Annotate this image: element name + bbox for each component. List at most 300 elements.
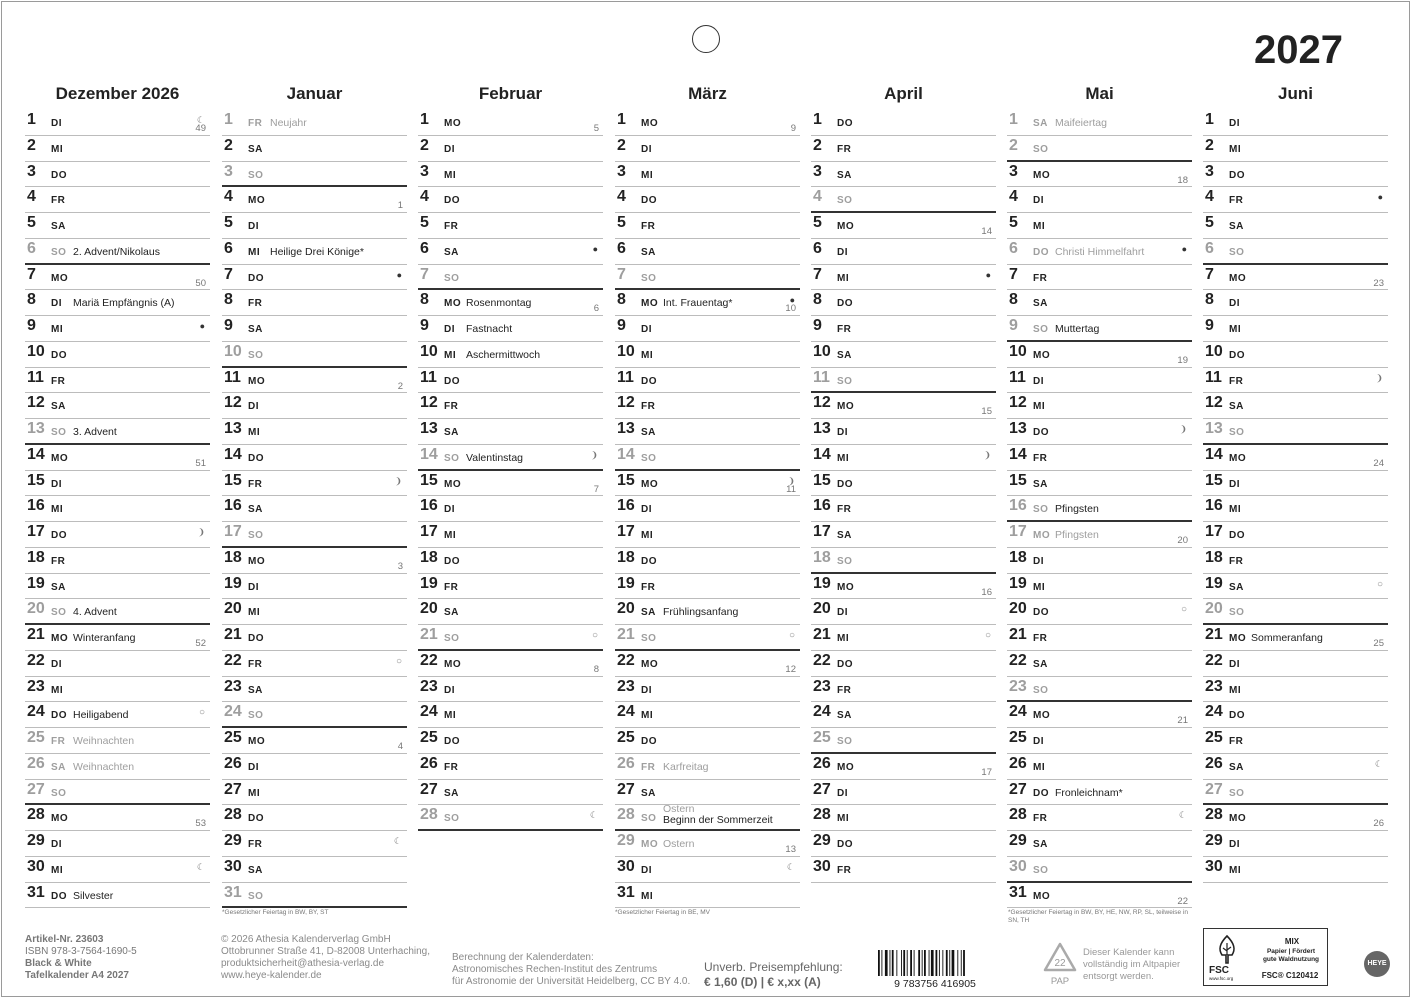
weekday: SA (1229, 401, 1244, 413)
day-row (25, 702, 210, 728)
day-number: 15 (1205, 471, 1223, 489)
day-number: 10 (617, 342, 635, 360)
day-number: 16 (224, 497, 242, 515)
weekday: MI (51, 324, 64, 335)
day-row (1007, 110, 1192, 136)
weekday: DO (837, 839, 853, 850)
day-row (25, 754, 210, 780)
weekday: SA (641, 607, 656, 619)
day-row (1007, 754, 1192, 780)
day-number: 1 (1009, 111, 1018, 128)
day-number: 8 (1205, 291, 1214, 309)
day-number: 6 (1009, 239, 1018, 257)
day-row (1007, 651, 1192, 677)
day-number: 5 (813, 214, 822, 231)
day-row (1203, 754, 1388, 780)
day-row (1203, 471, 1388, 497)
fsc-code: FSC® C120412 (1261, 971, 1319, 980)
day-row (418, 187, 603, 213)
recycle-text-line: entsorgt werden. (1083, 971, 1154, 982)
weekday: DO (51, 890, 67, 902)
day-number: 15 (813, 471, 831, 489)
weekday: SA (1229, 761, 1244, 773)
weekday: MO (51, 272, 69, 284)
day-number: 12 (420, 394, 438, 412)
day-row (25, 213, 210, 239)
fsc-line2: gute Waldnutzung (1262, 956, 1320, 963)
day-row (25, 316, 210, 342)
fsc-mix: MIX (1284, 937, 1300, 946)
weekday: DI (1229, 478, 1240, 490)
holiday-label (466, 297, 531, 309)
day-row (418, 290, 603, 316)
day-row (222, 239, 407, 265)
weekday: SO (1229, 246, 1245, 258)
day-number: 1 (27, 111, 36, 128)
weekday: FR (51, 736, 66, 747)
day-row (1007, 316, 1192, 342)
moon-full-icon: ○ (591, 630, 598, 641)
day-number: 25 (813, 729, 831, 746)
day-row (615, 162, 800, 188)
moon-last-icon: ☾ (589, 810, 598, 821)
weekday: SO (444, 813, 460, 825)
day-row (1007, 471, 1192, 497)
weekday: FR (248, 658, 263, 670)
day-number: 15 (224, 471, 242, 489)
day-number: 9 (1205, 317, 1214, 334)
weekday: FR (1033, 272, 1048, 284)
holiday-text: Weihnachten (73, 735, 135, 747)
day-row (615, 805, 800, 831)
weekday: SA (444, 787, 459, 799)
week-number: 19 (1177, 354, 1188, 366)
weekday: SO (248, 169, 264, 181)
weekday: FR (641, 581, 656, 593)
day-row (222, 548, 407, 574)
day-number: 15 (420, 471, 438, 489)
weekday: SO (1033, 684, 1049, 696)
day-row (811, 599, 996, 625)
weekday: SA (1033, 478, 1048, 490)
moon-last-icon: ☾ (1374, 758, 1383, 769)
day-number: 1 (224, 111, 233, 128)
weekday: SA (1033, 298, 1048, 310)
weekday: SA (837, 710, 852, 722)
day-row (222, 754, 407, 780)
weekday: DO (51, 710, 67, 722)
day-row (25, 368, 210, 394)
day-row (1203, 728, 1388, 754)
day-row (222, 883, 407, 909)
day-number: 2 (420, 136, 429, 154)
day-row (222, 780, 407, 806)
weekday: DO (444, 195, 460, 207)
day-number: 23 (224, 677, 242, 695)
day-number: 11 (1009, 368, 1026, 386)
week-number: 14 (981, 226, 992, 237)
weekday: MI (837, 452, 850, 464)
day-number: 21 (1009, 626, 1027, 643)
day-row (1007, 728, 1192, 754)
moon-full-icon: ○ (984, 630, 991, 641)
day-row (1007, 342, 1192, 368)
day-number: 20 (27, 600, 45, 618)
holiday-label (466, 349, 540, 361)
weekday: SO (641, 633, 657, 644)
weekday: DO (248, 633, 264, 644)
day-row (25, 110, 210, 136)
weekday: MI (248, 607, 261, 619)
day-row (222, 213, 407, 239)
day-number: 19 (617, 574, 635, 592)
recycle-icon (1041, 940, 1079, 988)
weekday: FR (248, 478, 263, 490)
day-number: 21 (813, 626, 831, 643)
day-number: 12 (27, 394, 45, 412)
weekday: FR (248, 839, 263, 850)
weekday: FR (444, 401, 459, 413)
day-number: 13 (224, 420, 242, 437)
day-row (222, 574, 407, 600)
weekday: MI (641, 890, 654, 902)
day-row (1007, 419, 1192, 445)
week-number: 20 (1177, 535, 1188, 546)
product-line: Black & White (25, 958, 92, 969)
day-number: 11 (420, 368, 437, 386)
weekday: FR (1229, 555, 1244, 567)
weekday: MO (641, 658, 659, 670)
moon-full-icon: ○ (198, 707, 205, 719)
day-row (1007, 290, 1192, 316)
moon-full-icon: ○ (788, 630, 795, 641)
day-row (222, 805, 407, 831)
day-number: 23 (27, 677, 45, 695)
barcode-bar (885, 950, 888, 976)
day-number: 23 (813, 677, 831, 695)
day-row (1203, 831, 1388, 857)
weekday: MO (248, 375, 266, 387)
day-number: 19 (224, 574, 242, 592)
day-row (222, 728, 407, 754)
day-row (615, 496, 800, 522)
day-number: 18 (420, 548, 438, 566)
weekday: FR (1033, 813, 1048, 825)
week-number: 25 (1373, 638, 1384, 649)
day-row (1007, 780, 1192, 806)
day-number: 26 (1009, 754, 1027, 772)
weekday: SO (51, 427, 67, 438)
weekday: MO (51, 813, 69, 825)
weekday: MI (51, 684, 64, 696)
day-number: 11 (1205, 368, 1222, 386)
day-row (811, 393, 996, 419)
weekday: SO (1033, 143, 1049, 155)
week-number: 53 (195, 818, 206, 830)
weekday: MI (1229, 864, 1242, 876)
day-row (25, 677, 210, 703)
day-number: 29 (224, 832, 242, 849)
weekday: DI (248, 221, 259, 232)
day-row (25, 162, 210, 188)
day-row (1007, 265, 1192, 291)
weekday: MO (641, 298, 659, 310)
weekday: DI (1033, 555, 1044, 567)
weekday: SO (641, 813, 657, 825)
weekday: MI (837, 633, 850, 644)
day-number: 22 (224, 651, 242, 669)
weekday: FR (1229, 736, 1244, 747)
day-row (615, 419, 800, 445)
weekday: SO (641, 452, 657, 464)
day-row (418, 213, 603, 239)
day-row (811, 471, 996, 497)
day-number: 3 (420, 162, 429, 180)
day-row (1203, 162, 1388, 188)
day-number: 14 (27, 445, 45, 463)
day-number: 28 (813, 806, 831, 824)
weekday: DO (248, 272, 264, 284)
week-number: 11 (786, 483, 796, 495)
price-value: € 1,60 (D) | € x,xx (A) (704, 975, 821, 989)
day-row (615, 136, 800, 162)
barcode-bar (939, 950, 940, 976)
day-row (811, 162, 996, 188)
weekday: SO (1033, 504, 1049, 516)
holiday-text: Ostern (663, 803, 695, 816)
week-number: 2 (397, 380, 403, 392)
moon-first-icon: ❩ (1375, 372, 1383, 383)
day-number: 1 (813, 111, 822, 128)
day-row (1203, 702, 1388, 728)
day-row (418, 496, 603, 522)
weekday: DO (837, 658, 853, 670)
weekday: MO (641, 478, 659, 490)
weekday: FR (641, 401, 656, 413)
day-number: 3 (617, 162, 626, 180)
weekday: SA (51, 221, 66, 232)
day-row (222, 702, 407, 728)
day-row (811, 754, 996, 780)
day-row (615, 625, 800, 651)
day-row (25, 265, 210, 291)
day-row (1007, 239, 1192, 265)
day-number: 31 (617, 883, 635, 901)
day-number: 25 (224, 729, 242, 746)
month-name: Mai (1085, 84, 1114, 103)
day-number: 9 (1009, 317, 1018, 334)
day-number: 5 (1205, 214, 1214, 231)
holiday-text: Fronleichnam* (1055, 786, 1123, 799)
weekday: DI (444, 504, 455, 516)
weekday: FR (248, 298, 263, 310)
holiday-text: Weihnachten (73, 760, 135, 773)
barcode-bar (896, 950, 897, 976)
day-number: 2 (224, 136, 233, 154)
day-number: 5 (420, 214, 429, 231)
day-row (615, 187, 800, 213)
day-number: 7 (27, 265, 36, 283)
day-number: 3 (1009, 162, 1018, 180)
weekday: MO (837, 401, 855, 413)
weekday: DI (51, 839, 62, 850)
weekday: SA (51, 761, 66, 773)
weekday: SA (51, 581, 66, 593)
day-row (222, 290, 407, 316)
weekday: DI (444, 324, 455, 335)
month-name: Januar (286, 84, 343, 103)
day-number: 26 (420, 754, 438, 772)
weekday: FR (248, 118, 263, 129)
weekday: DI (248, 401, 259, 413)
day-row (222, 522, 407, 548)
moon-new-icon: ● (592, 243, 598, 254)
weekday: SA (248, 143, 263, 155)
holiday-label (73, 761, 134, 773)
weekday: DI (51, 118, 62, 129)
day-row (1203, 239, 1388, 265)
day-number: 2 (27, 136, 36, 154)
weekday: DO (1033, 427, 1049, 438)
day-row (418, 162, 603, 188)
day-number: 21 (1205, 626, 1223, 643)
weekday: FR (51, 375, 66, 387)
day-row (1007, 574, 1192, 600)
day-number: 10 (420, 342, 438, 360)
day-row (222, 316, 407, 342)
weekday: MO (444, 478, 462, 490)
week-number: 15 (981, 406, 992, 418)
holiday-label (663, 838, 695, 850)
day-number: 16 (420, 497, 438, 515)
day-number: 23 (617, 677, 635, 695)
weekday: SA (837, 530, 852, 541)
day-row (1007, 625, 1192, 651)
day-number: 1 (617, 111, 626, 128)
day-number: 3 (1205, 162, 1214, 180)
weekday: MO (1229, 813, 1247, 825)
week-number: 18 (1177, 174, 1188, 186)
barcode-bar (957, 950, 958, 976)
day-row (418, 780, 603, 806)
moon-first-icon: ❩ (590, 449, 598, 460)
weekday: SA (1033, 658, 1048, 670)
holiday-text: Christi Himmelfahrt (1055, 245, 1145, 258)
day-row (811, 445, 996, 471)
week-number: 3 (397, 560, 403, 572)
weekday: DO (641, 555, 657, 567)
day-row (1203, 290, 1388, 316)
day-number: 28 (1205, 806, 1223, 824)
moon-new-icon: ● (985, 269, 991, 280)
barcode-bar (892, 950, 894, 976)
day-number: 31 (224, 883, 242, 901)
weekday: DI (444, 684, 455, 696)
weekday: DI (641, 324, 652, 335)
calc-line: Berechnung der Kalenderdaten: (452, 952, 594, 963)
day-number: 23 (1205, 677, 1223, 695)
day-row (418, 651, 603, 677)
price-label: Unverb. Preisempfehlung: (704, 960, 843, 974)
weekday: FR (1229, 195, 1244, 207)
day-number: 27 (813, 780, 831, 798)
weekday: MI (641, 710, 654, 722)
day-row (418, 522, 603, 548)
day-row (25, 857, 210, 883)
holiday-label (73, 246, 160, 258)
barcode-bar (910, 950, 912, 976)
weekday: DI (1229, 298, 1240, 310)
weekday: FR (837, 504, 852, 516)
moon-first-icon: ❩ (197, 527, 205, 537)
barcode-bar (918, 950, 920, 976)
day-number: 5 (1009, 214, 1018, 231)
week-number: 5 (593, 123, 599, 134)
week-number: 17 (981, 766, 992, 778)
barcode-bar (914, 950, 915, 976)
holiday-text: Mariä Empfängnis (A) (73, 297, 175, 310)
weekday: FR (444, 581, 459, 593)
day-row (615, 883, 800, 909)
holiday-label (73, 735, 134, 747)
month-name: April (884, 84, 923, 103)
weekday: DO (51, 349, 67, 361)
day-number: 27 (1009, 780, 1027, 798)
day-number: 13 (1009, 420, 1027, 437)
day-number: 24 (420, 703, 438, 721)
day-row (811, 702, 996, 728)
day-number: 17 (813, 523, 831, 540)
weekday: MO (641, 118, 659, 129)
day-row (811, 831, 996, 857)
product-name: Tafelkalender A4 2027 (25, 970, 129, 981)
weekday: MO (1033, 169, 1051, 181)
publisher-copyright: © 2026 Athesia Kalenderverlag GmbH (221, 934, 391, 945)
day-row (1203, 265, 1388, 291)
day-number: 2 (813, 136, 822, 154)
moon-new-icon: ● (1377, 192, 1383, 203)
day-row (1203, 496, 1388, 522)
weekday: DI (1229, 118, 1240, 129)
day-row (615, 599, 800, 625)
week-number: 6 (593, 303, 599, 315)
day-row (615, 316, 800, 342)
week-number: 23 (1373, 277, 1384, 289)
day-number: 20 (1205, 600, 1223, 618)
weekday: DI (248, 761, 259, 773)
day-row (418, 805, 603, 831)
holiday-text: 4. Advent (73, 606, 117, 619)
day-number: 3 (813, 162, 822, 180)
hanging-hole (692, 25, 720, 53)
weekday: DO (444, 555, 460, 567)
day-row (222, 342, 407, 368)
weekday: MO (837, 221, 855, 232)
weekday: DO (641, 736, 657, 747)
holiday-text: Sommeranfang (1251, 632, 1323, 644)
day-row (811, 265, 996, 291)
calc-line: für Astronomie der Universität Heidelberg, CC BY 4.0. (452, 976, 691, 987)
weekday: MI (248, 427, 261, 438)
day-row (1203, 136, 1388, 162)
day-number: 28 (617, 806, 635, 824)
day-number: 4 (617, 188, 626, 206)
day-row (1203, 805, 1388, 831)
moon-last-icon: ☾ (1178, 810, 1187, 821)
day-row (811, 419, 996, 445)
weekday: MI (641, 169, 654, 181)
weekday: SO (51, 607, 67, 619)
